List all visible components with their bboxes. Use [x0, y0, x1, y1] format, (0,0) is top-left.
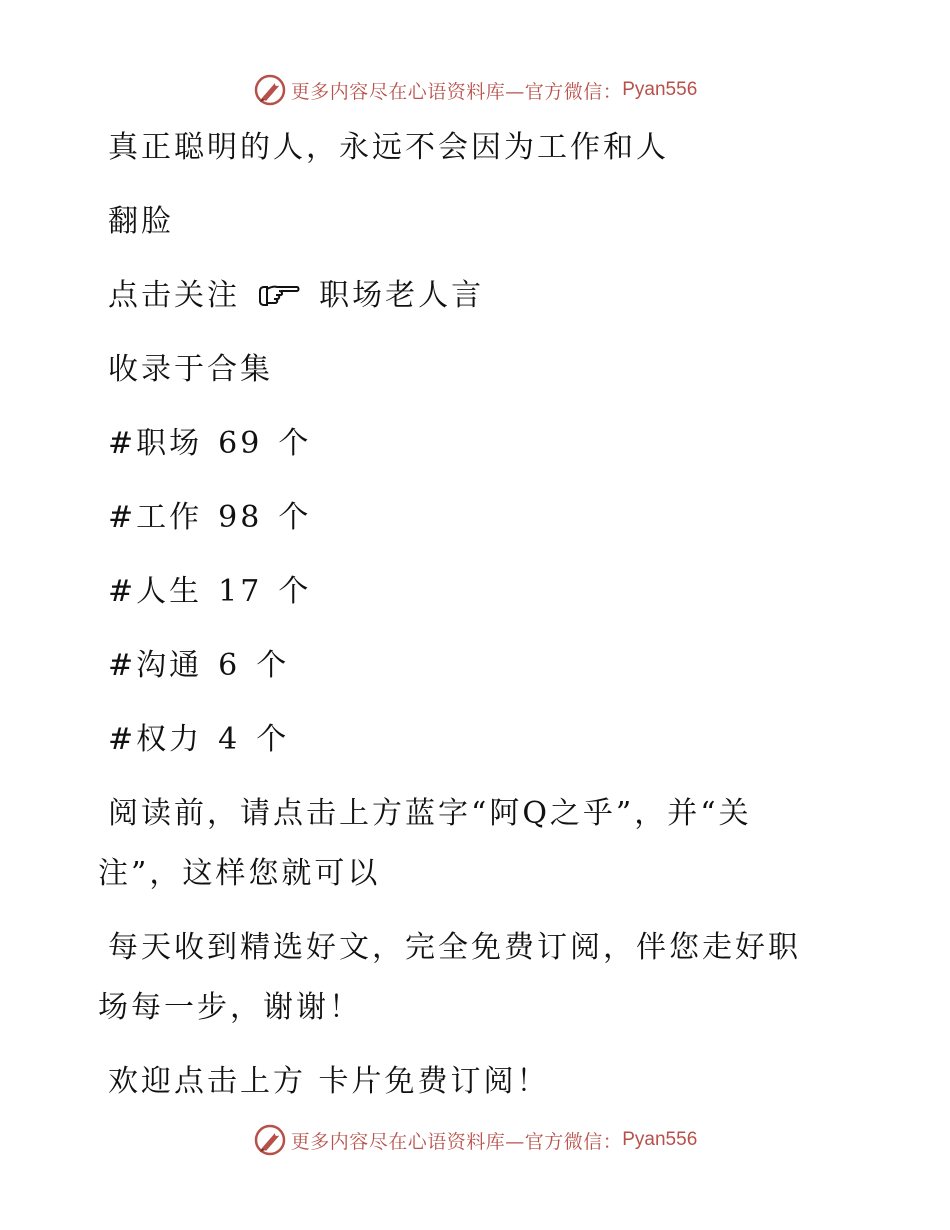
- collection-tag-row[interactable]: [98, 488, 838, 548]
- tag-unit: 个: [278, 500, 312, 535]
- header-watermark-banner: [0, 70, 950, 110]
- article-body: [98, 118, 838, 1112]
- tag-list: [98, 414, 838, 784]
- intro-paragraph-2: 每天收到精选好文，完全免费订阅，伴您走好职场每一步，谢谢！: [98, 930, 801, 1025]
- tag-count: 6: [218, 648, 241, 683]
- collection-tag-row[interactable]: [98, 414, 838, 474]
- article-title-line-1: 真正聪明的人，永远不会因为工作和人: [108, 130, 669, 165]
- tag-tag: #沟通: [108, 648, 203, 683]
- pen-logo-icon: [253, 73, 287, 107]
- tag-unit: 个: [278, 426, 312, 461]
- article-title-line-2: 翻脸: [108, 204, 174, 239]
- tag-tag: #权力: [108, 722, 203, 757]
- tag-count: 69: [218, 426, 263, 461]
- banner-wechat-id: Pyan556: [622, 79, 698, 100]
- pen-logo-icon: [253, 1123, 287, 1157]
- collection-tag-row[interactable]: [98, 636, 838, 696]
- tag-unit: 个: [278, 574, 312, 609]
- tag-count: 4: [218, 722, 241, 757]
- follow-prefix: 点击关注: [108, 278, 240, 313]
- tag-unit: 个: [256, 722, 290, 757]
- subscribe-prompt: 欢迎点击上方 卡片免费订阅！: [108, 1064, 550, 1099]
- tag-count: 17: [218, 574, 263, 609]
- pointing-hand-icon: [257, 283, 301, 309]
- collection-tag-row[interactable]: [98, 710, 838, 770]
- intro-paragraph-1: 阅读前，请点击上方蓝字“阿Q之乎”，并“关注”，这样您就可以: [98, 796, 752, 891]
- tag-count: 98: [218, 500, 263, 535]
- tag-tag: #人生: [108, 574, 203, 609]
- tag-tag: #职场: [108, 426, 203, 461]
- follow-account-link[interactable]: 职场老人言: [319, 278, 485, 313]
- banner-text: 更多内容尽在心语资料库—官方微信：: [290, 80, 623, 103]
- footer-watermark-banner: [0, 1120, 950, 1160]
- banner-text: 更多内容尽在心语资料库—官方微信：: [290, 1130, 623, 1153]
- collection-tag-row[interactable]: [98, 562, 838, 622]
- tag-unit: 个: [256, 648, 290, 683]
- banner-wechat-id: Pyan556: [622, 1129, 698, 1150]
- follow-line: [98, 266, 838, 326]
- tag-tag: #工作: [108, 500, 203, 535]
- collection-label: 收录于合集: [108, 352, 273, 387]
